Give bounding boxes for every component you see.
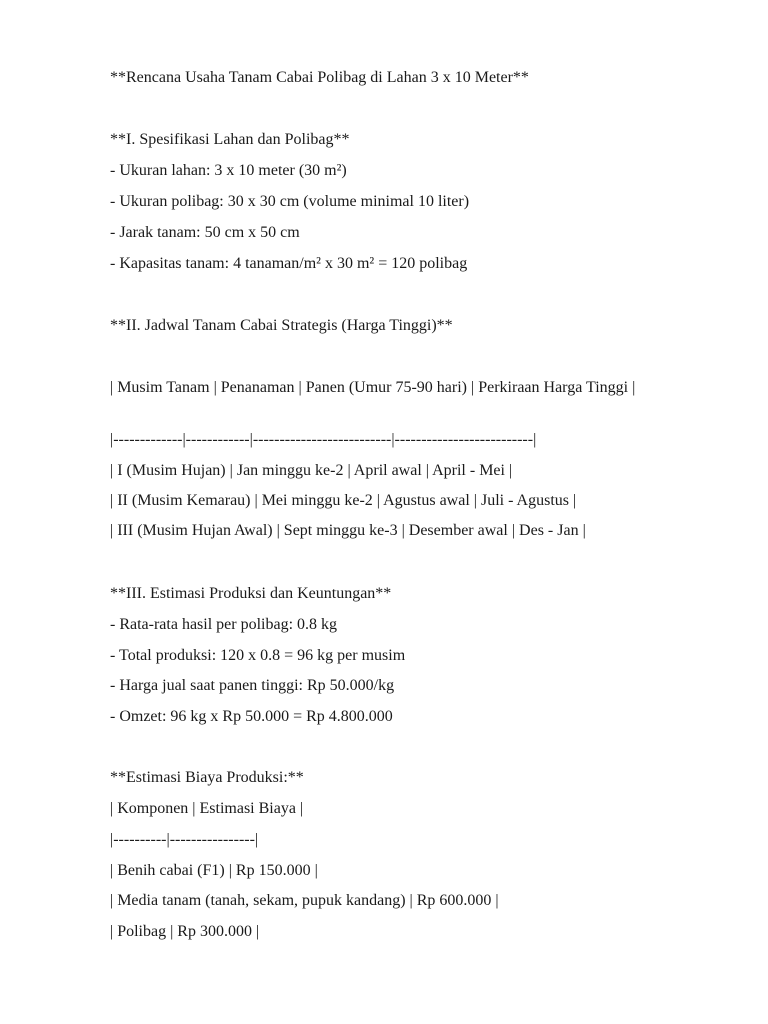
list-item: - Ukuran polibag: 30 x 30 cm (volume minimal 10 liter): [110, 193, 470, 210]
section-3-heading: **III. Estimasi Produksi dan Keuntungan**: [110, 585, 392, 602]
table-row: | II (Musim Kemarau) | Mei minggu ke-2 | Agustus awal | Juli - Agustus |: [110, 492, 577, 509]
section-4-heading: **Estimasi Biaya Produksi:**: [110, 769, 304, 786]
list-item: - Kapasitas tanam: 4 tanaman/m² x 30 m² = 120 polibag: [110, 255, 468, 272]
list-item: - Harga jual saat panen tinggi: Rp 50.000/kg: [110, 677, 395, 694]
list-item: - Omzet: 96 kg x Rp 50.000 = Rp 4.800.000: [110, 708, 393, 725]
table-row: | Polibag | Rp 300.000 |: [110, 923, 260, 940]
list-item: - Jarak tanam: 50 cm x 50 cm: [110, 224, 300, 241]
list-item: - Rata-rata hasil per polibag: 0.8 kg: [110, 616, 338, 633]
document-title: **Rencana Usaha Tanam Cabai Polibag di Lahan 3 x 10 Meter**: [110, 69, 529, 86]
table-separator-row: |----------|----------------|: [110, 831, 259, 848]
table-header-row: | Komponen | Estimasi Biaya |: [110, 800, 304, 817]
list-item: - Total produksi: 120 x 0.8 = 96 kg per musim: [110, 647, 406, 664]
table-row: | Media tanam (tanah, sekam, pupuk kandang) | Rp 600.000 |: [110, 892, 499, 909]
table-row: | III (Musim Hujan Awal) | Sept minggu ke-3 | Desember awal | Des - Jan |: [110, 522, 586, 539]
section-2-heading: **II. Jadwal Tanam Cabai Strategis (Harga Tinggi)**: [110, 317, 453, 334]
list-item: - Ukuran lahan: 3 x 10 meter (30 m²): [110, 162, 347, 179]
table-header-row: | Musim Tanam | Penanaman | Panen (Umur 75-90 hari) | Perkiraan Harga Tinggi |: [110, 379, 636, 396]
section-1-heading: **I. Spesifikasi Lahan dan Polibag**: [110, 131, 350, 148]
table-row: | Benih cabai (F1) | Rp 150.000 |: [110, 862, 318, 879]
table-row: | I (Musim Hujan) | Jan minggu ke-2 | April awal | April - Mei |: [110, 462, 513, 479]
table-separator-row: |-------------|------------|--------------------------|--------------------------|: [110, 431, 537, 448]
